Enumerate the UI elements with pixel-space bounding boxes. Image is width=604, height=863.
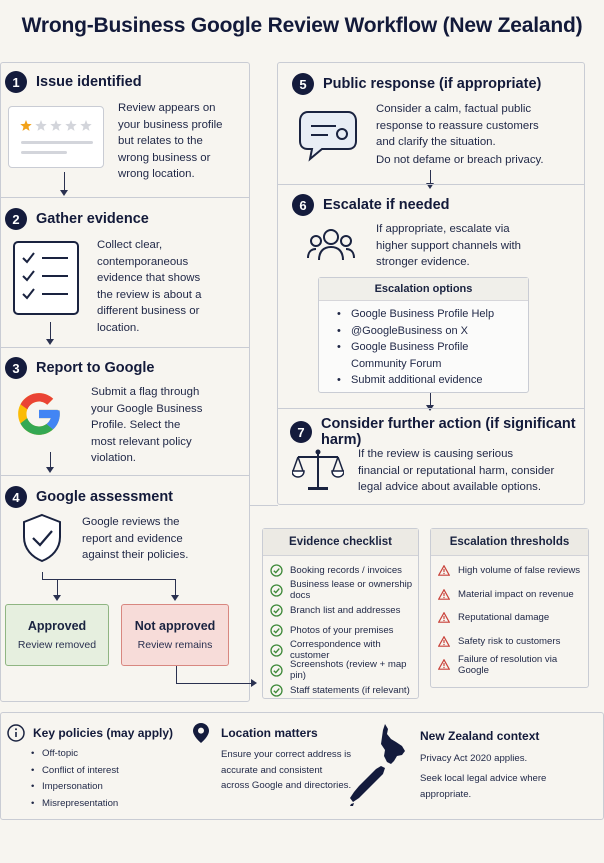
shield-check-icon [20,513,64,568]
branch-line [57,579,58,596]
branch-line [42,579,176,580]
escalation-thresholds-title: Escalation thresholds [431,529,588,556]
connector-line [176,683,252,684]
list-item: Business lease or ownership docs [270,580,418,600]
escalation-thresholds-card [430,528,589,688]
check-circle-icon [270,564,283,577]
warning-icon [438,565,450,576]
step-number: 5 [292,73,314,95]
list-item: Reputational damage [438,606,588,630]
nz-context-text-2: Seek local legal advice where appropriate. [420,773,547,800]
connector-line [430,393,431,405]
list-item: • Submit additional evidence [333,372,520,389]
nz-context-text-1: Privacy Act 2020 applies. [420,753,528,764]
check-circle-icon [270,624,283,637]
list-item: • Google Business Profile Community Forum [333,339,520,372]
step-3-text: Submit a flag through your Google Business Profile. Select the most relevant policy violation. [91,386,203,464]
connector-line [50,452,51,468]
step-title: Gather evidence [36,211,149,227]
connector-arrow [171,595,179,601]
step-1-text: Review appears on your business profile but relates to the wrong business or wrong location. [118,102,223,180]
step-1-header [5,71,142,93]
outcome-not-approved [121,604,229,666]
divider [0,475,250,476]
check-circle-icon [270,604,283,617]
step-5-warning: Do not defame or breach privacy. [376,154,544,166]
step-number: 1 [5,71,27,93]
info-icon [7,724,25,747]
escalation-options-box [318,277,529,393]
list-item: Photos of your premises [270,620,418,640]
step-title: Report to Google [36,360,155,376]
connector-line [64,172,65,190]
step-2-header [5,208,149,230]
check-circle-icon [270,644,283,657]
scales-of-justice-icon [292,447,344,498]
step-title: Google assessment [36,489,173,505]
star-empty-icon [50,120,61,131]
check-circle-icon [270,684,283,697]
new-zealand-map-icon [347,722,409,811]
divider [277,184,585,185]
step-4-header [5,486,173,508]
connector-arrow [46,467,54,473]
list-item: Failure of resolution via Google [438,653,588,677]
warning-icon [438,659,450,670]
google-logo-icon [14,389,64,444]
star-empty-icon [65,120,76,131]
escalation-options-list [319,301,528,389]
outcome-title: Not approved [134,619,216,633]
check-circle-icon [270,664,283,677]
check-circle-icon [270,584,283,597]
step-6-header [292,194,450,216]
connector-line [430,170,431,183]
warning-icon [438,636,450,647]
list-item: • Impersonation [28,779,119,796]
page-title: Wrong-Business Google Review Workflow (New Zealand) [21,14,583,37]
step-title: Escalate if needed [323,197,450,213]
step-7-text: If the review is causing serious financial or reputational harm, consider legal advice about available options. [358,448,555,493]
location-matters-title: Location matters [221,726,318,740]
step-number: 7 [290,421,312,443]
warning-icon [438,589,450,600]
step-7-header [290,416,604,448]
evidence-checklist-list [263,556,418,700]
step-3-header [5,357,154,379]
step-4-text: Google reviews the report and evidence against their policies. [82,516,189,561]
escalation-thresholds-list [431,556,588,677]
outcome-subtitle: Review removed [17,639,97,651]
connector-arrow [53,595,61,601]
speech-bubble-icon [298,108,358,167]
connector-arrow [251,679,257,687]
connector-arrow [60,190,68,196]
list-item: Screenshots (review + map pin) [270,660,418,680]
step-title: Public response (if appropriate) [323,76,542,92]
star-filled-icon [20,120,31,131]
connector-arrow [46,339,54,345]
step-title: Consider further action (if significant harm) [321,416,576,448]
step-number: 2 [5,208,27,230]
list-item: Booking records / invoices [270,560,418,580]
outcome-subtitle: Review remains [137,639,213,651]
warning-icon [438,612,450,623]
list-item: • Google Business Profile Help [333,306,520,323]
review-card-icon [8,106,104,168]
step-5-header [292,73,541,95]
step-6-text: If appropriate, escalate via higher support channels with stronger evidence. [376,223,522,268]
outcome-title: Approved [27,619,87,633]
list-item: • Conflict of interest [28,763,119,780]
escalation-options-title: Escalation options [319,278,528,301]
step-number: 4 [5,486,27,508]
nz-context-title: New Zealand context [420,729,540,743]
evidence-checklist-card [262,528,419,699]
connector-line [250,505,278,506]
list-item: • Off-topic [28,746,119,763]
step-number: 6 [292,194,314,216]
location-pin-icon [192,722,210,749]
list-item: • Misrepresentation [28,796,119,813]
list-item: Safety risk to customers [438,630,588,654]
key-policies-title: Key policies (may apply) [33,726,174,740]
location-matters-text: Ensure your correct address is accurate and consistent across Google and directories. [221,749,352,791]
list-item: • @GoogleBusiness on X [333,323,520,340]
connector-line [176,666,177,683]
list-item: Branch list and addresses [270,600,418,620]
step-5-text: Consider a calm, factual public response to reassure customers and clarify the situation. [376,103,539,148]
divider [277,408,585,409]
step-2-text: Collect clear, contemporaneous evidence that shows the review is about a different business or location. [97,239,202,334]
star-empty-icon [35,120,46,131]
divider [0,347,250,348]
step-number: 3 [5,357,27,379]
step-title: Issue identified [36,74,142,90]
branch-line [175,579,176,596]
list-item: High volume of false reviews [438,559,588,583]
key-policies-list [28,746,119,812]
evidence-checklist-title: Evidence checklist [263,529,418,556]
connector-line [50,322,51,340]
star-empty-icon [80,120,91,131]
people-group-icon [306,226,356,271]
list-item: Material impact on revenue [438,583,588,607]
divider [0,197,250,198]
checklist-icon [12,240,80,321]
outcome-approved [5,604,109,666]
list-item: Correspondence with customer [270,640,418,660]
list-item: Staff statements (if relevant) [270,680,418,700]
